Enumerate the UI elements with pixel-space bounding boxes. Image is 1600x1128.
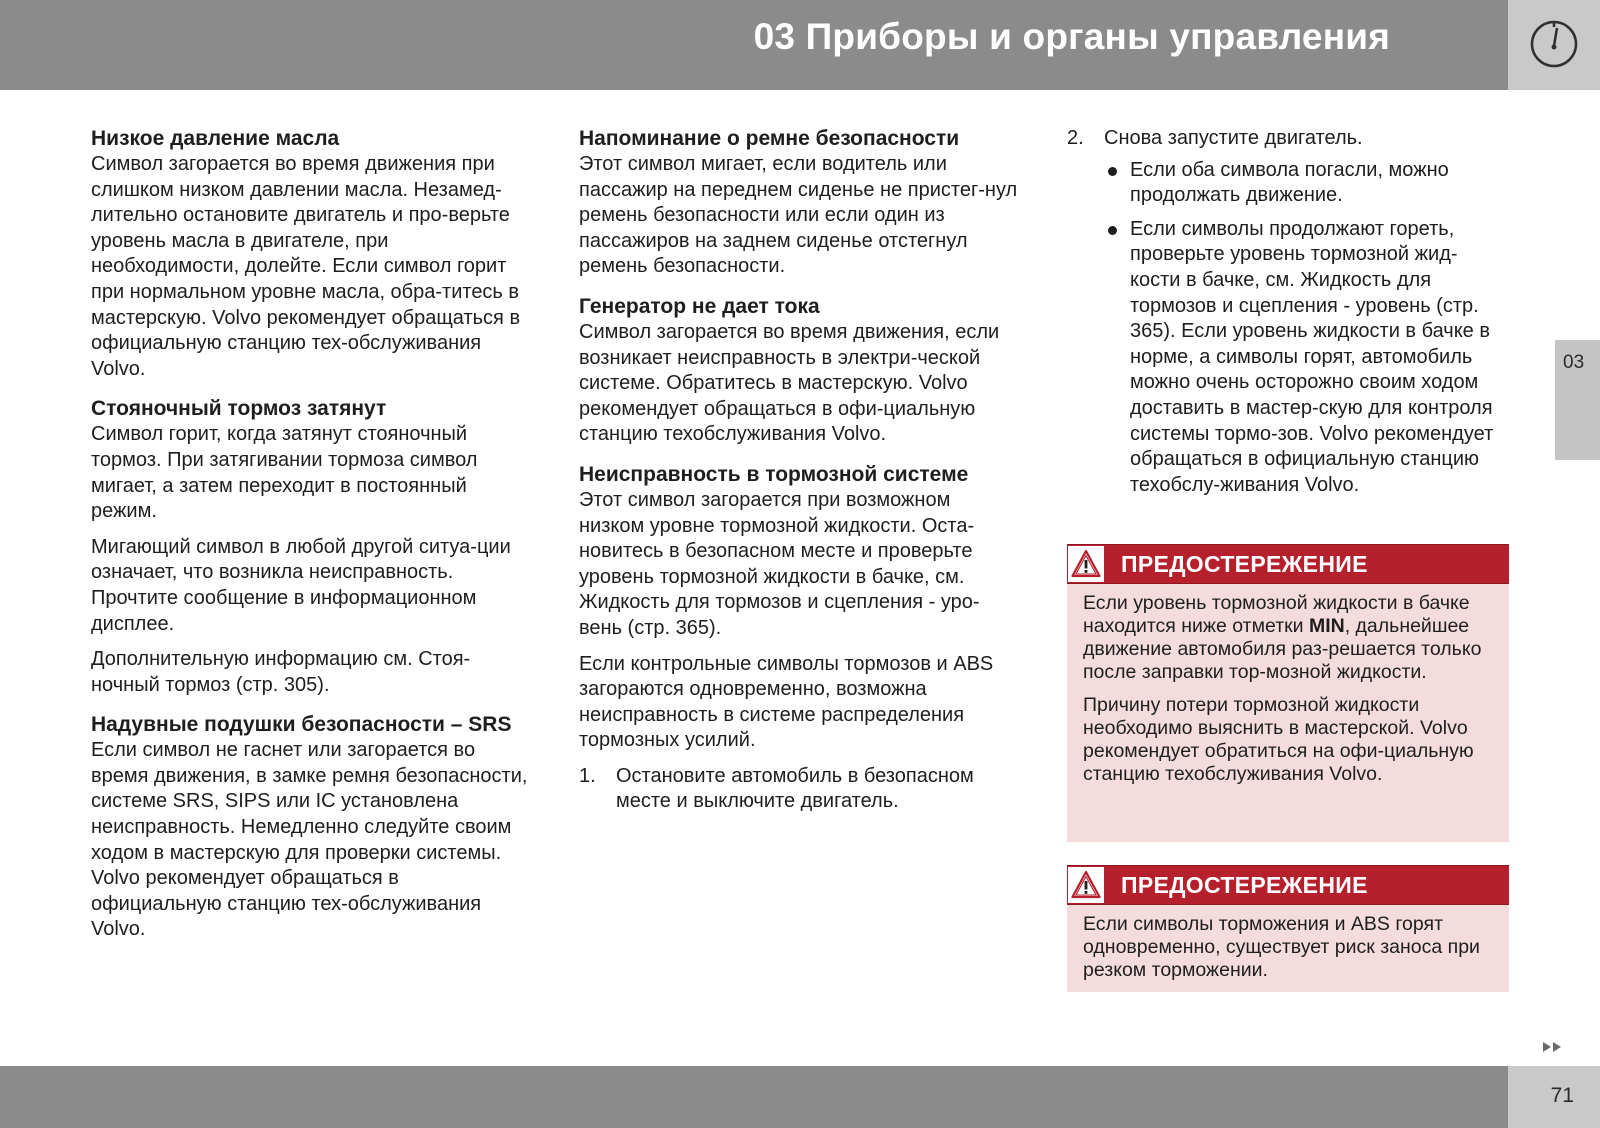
column-2: [579, 126, 1019, 829]
header-icon-box: [1508, 0, 1600, 90]
step-number: 1.: [579, 764, 596, 787]
min-mark-label: MIN: [1308, 615, 1345, 637]
chapter-side-tab[interactable]: [1555, 340, 1600, 460]
chapter-title: 03 Приборы и органы управления: [753, 16, 1390, 57]
section-text: Мигающий символ в любой другой ситуа-ции означает, что возникла неисправность. Прочтите сообщение в информационном дисплее.: [91, 535, 511, 635]
warning-text: [1083, 592, 1493, 684]
section-text: Символ загорается во время движения при слишком низком давлении масла. Незамед-лительно остановите двигатель и про-верьте уровень масла в двигателе, при необходимости, долейте. Если символ горит при нормальном уровне масла, обра-титесь в мастерскую. Volvo рекомендует обращаться в официальную станцию тех-обслуживания Volvo.: [91, 153, 521, 380]
warning-header: [1067, 865, 1509, 905]
step-text: Остановите автомобиль в безопасном месте и выключите двигатель.: [616, 764, 974, 813]
section-heading: Напоминание о ремне безопасности: [579, 127, 960, 150]
section-heading: Стояночный тормоз затянут: [91, 397, 387, 421]
warning-title: ПРЕДОСТЕРЕЖЕНИЕ: [1121, 872, 1368, 898]
section-text: Этот символ загорается при возможном низком уровне тормозной жидкости. Оста-новитесь в безопасном месте и проверьте уровень тормозной жидкости в бачке, см. Жидкость для тормозов и сцепления - уро-вень (стр. 365).: [579, 488, 980, 639]
section-text: Символ загорается во время движения, если возникает неисправность в электри-ческой системе. Обратитесь в мастерскую. Volvo рекомендует обращаться в офи-циальную станцию техобслуживания Volvo.: [579, 320, 1000, 446]
warning-text-part: , дальнейшее движение автомобиля раз-решается только после заправки тор-мозной жидкости.: [1083, 615, 1482, 683]
section-seatbelt: [579, 126, 1019, 280]
page-number-box: [1508, 1066, 1600, 1128]
section-heading: Низкое давление масла: [91, 127, 340, 150]
double-arrow-right-icon[interactable]: [1542, 1040, 1564, 1058]
section-text: Дополнительную информацию см. Стоя-ночный тормоз (стр. 305).: [91, 648, 471, 696]
chapter-tab-label: 03: [1563, 352, 1585, 373]
bullet-item: Если символы продолжают гореть, проверьте уровень тормозной жид-кости в бачке, см. Жидкость для тормозов и сцепления - уровень (стр. 365). Если уровень жидкости в бачке в норме, а символы горят, автомобиль можно очень осторожно своим ходом доставить в мастер-скую для контроля системы тормо-зов. Volvo рекомендует обращаться в официальную станцию техобслу-живания Volvo.: [1104, 217, 1507, 499]
warning-header: [1067, 544, 1509, 584]
section-text: Если контрольные символы тормозов и ABS загораются одновременно, возможна неисправность в системе распределения тормозных усилий.: [579, 652, 994, 752]
bullet-item: Если оба символа погасли, можно продолжать движение.: [1104, 158, 1507, 209]
warning-triangle-icon: [1071, 549, 1101, 579]
warning-icon-box: [1067, 866, 1105, 904]
warning-triangle-icon: [1071, 870, 1101, 900]
section-text: Если символ не гаснет или загорается во время движения, в замке ремня безопасности, системе SRS, SIPS или IC установлена неисправность. Немедленно следуйте своим ходом в мастерскую для проверки системы. Volvo рекомендует обращаться в официальную станцию тех-обслуживания Volvo.: [91, 739, 528, 941]
section-airbags: [91, 712, 531, 943]
warning-body: [1067, 584, 1509, 786]
section-heading: Генератор не дает тока: [579, 294, 820, 318]
warning-text-part: Если уровень тормозной жидкости в бачке находится ниже отметки: [1083, 592, 1470, 637]
header-bar: [0, 0, 1508, 90]
step-item: [1067, 126, 1507, 152]
step-item: [579, 764, 1019, 815]
step-number: 2.: [1067, 127, 1084, 149]
warning-icon-box: [1067, 545, 1105, 583]
footer-bar: [0, 1066, 1508, 1128]
section-text: Символ горит, когда затянут стояночный тормоз. При затягивании тормоза символ мигает, а затем переходит в постоянный режим.: [91, 423, 478, 523]
section-parking-brake: [91, 396, 531, 698]
steps-list: [1067, 126, 1507, 152]
column-1: [91, 126, 531, 957]
warning-body: [1067, 905, 1509, 982]
section-generator: [579, 294, 1019, 448]
section-text: Этот символ мигает, если водитель или пассажир на переднем сиденье не пристег-нул ремень безопасности или если один из пассажиров на заднем сиденье отстегнул ремень безопасности.: [579, 153, 1018, 278]
bullet-list: [1104, 158, 1507, 499]
section-heading: Неисправность в тормозной системе: [579, 462, 969, 486]
section-oil-pressure: [91, 126, 531, 382]
page-number: 71: [1550, 1084, 1574, 1107]
section-heading: Надувные подушки безопасности – SRS: [91, 713, 512, 737]
warning-box-brake-fluid: [1067, 544, 1509, 842]
section-brake-fault: [579, 462, 1019, 815]
warning-text: Причину потери тормозной жидкости необходимо выяснить в мастерской. Volvo рекомендует обратиться на офи-циальную станцию техобслуживания Volvo.: [1083, 694, 1474, 785]
warning-box-abs: [1067, 865, 1509, 992]
warning-title: ПРЕДОСТЕРЕЖЕНИЕ: [1121, 551, 1368, 577]
step-text: Снова запустите двигатель.: [1104, 127, 1363, 149]
column-3: [1067, 126, 1507, 506]
warning-text: Если символы торможения и ABS горят одновременно, существует риск заноса при резком торможении.: [1083, 913, 1480, 981]
steps-list: [579, 764, 1019, 815]
gauge-icon: [1528, 17, 1580, 71]
